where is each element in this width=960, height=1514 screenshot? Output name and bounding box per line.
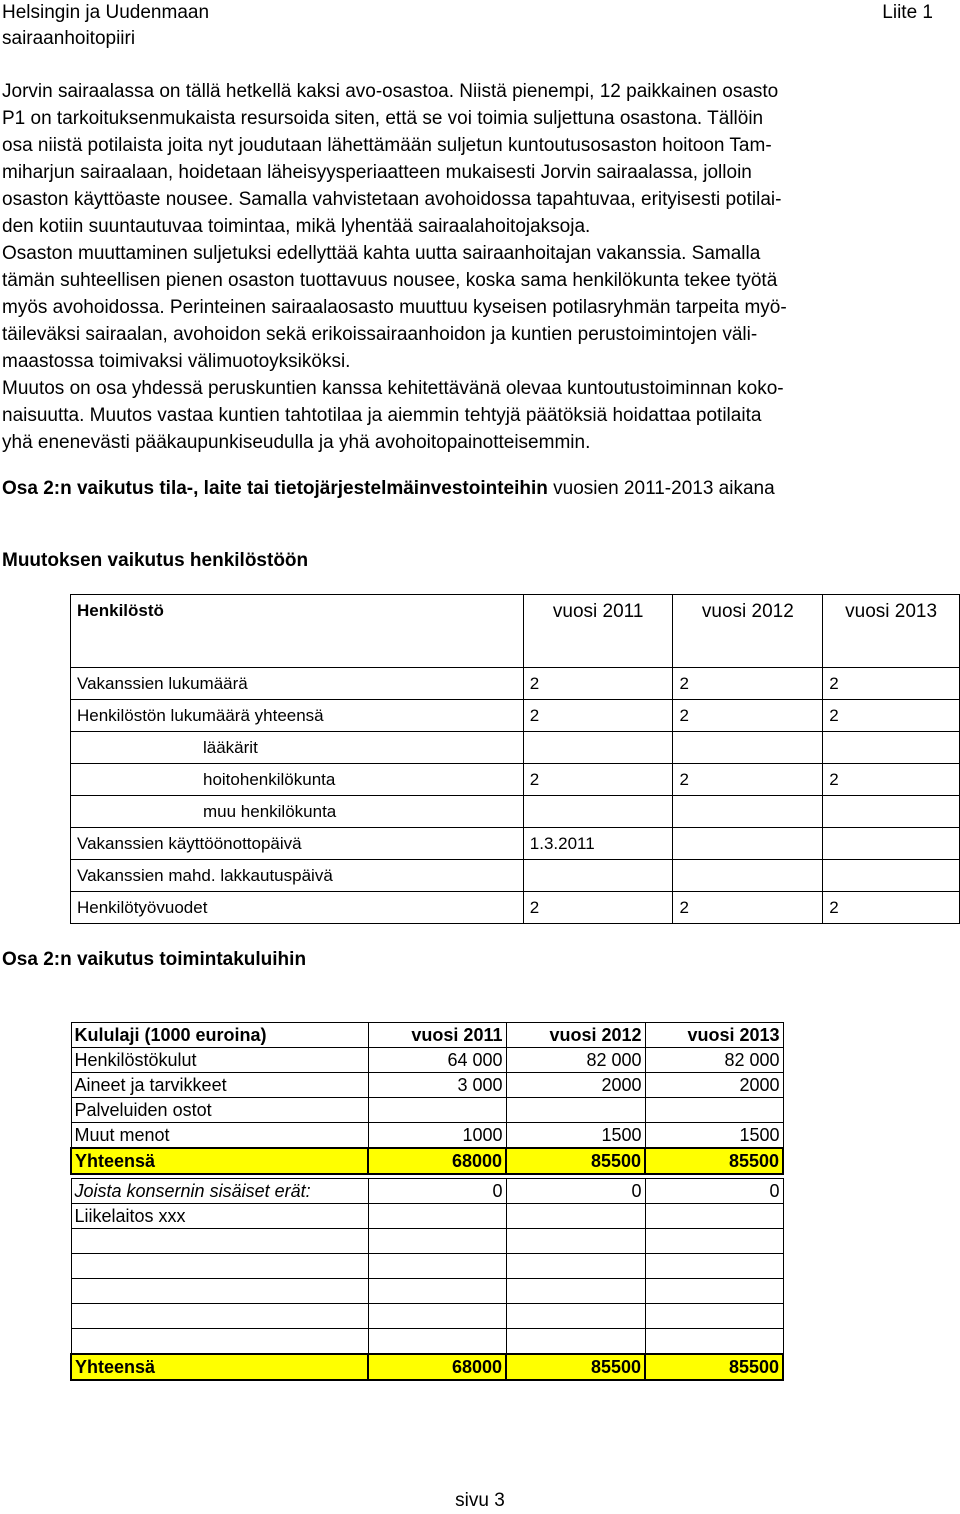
cost-cell: 1500 bbox=[506, 1123, 645, 1149]
cost-cell bbox=[71, 1254, 368, 1279]
cost-cell: 85500 bbox=[645, 1148, 783, 1174]
personnel-label-cell: muu henkilökunta bbox=[71, 796, 524, 828]
cost-cell: 0 bbox=[368, 1179, 506, 1204]
cost-cell bbox=[506, 1098, 645, 1123]
cost-cell: 85500 bbox=[645, 1354, 783, 1380]
cost-cell: Palveluiden ostot bbox=[71, 1098, 368, 1123]
cost-cell: Liikelaitos xxx bbox=[71, 1204, 368, 1229]
cost-internal-item-row bbox=[71, 1329, 783, 1355]
personnel-value-cell: 2 bbox=[673, 700, 823, 732]
body-line: Osaston muuttaminen suljetuksi edellyttää kahta uutta sairaanhoitajan vakanssia. Samalla bbox=[2, 243, 761, 264]
cost-header-row bbox=[71, 1023, 783, 1048]
body-line: täileväksi sairaalan, avohoidon sekä erikoissairaanhoidon ja kuntien perustoimintojen väli- bbox=[2, 324, 758, 345]
cost-cell: 2000 bbox=[645, 1073, 783, 1098]
personnel-header-cell: vuosi 2012 bbox=[673, 595, 823, 668]
personnel-value-cell bbox=[673, 732, 823, 764]
body-line: osaston käyttöaste nousee. Samalla vahvistetaan avohoidossa tapahtuvaa, erityisesti potilai- bbox=[2, 189, 782, 210]
section-costs-title: Osa 2:n vaikutus toimintakuluihin bbox=[2, 949, 307, 970]
personnel-value-cell: 2 bbox=[823, 764, 960, 796]
cost-cell: 64 000 bbox=[368, 1048, 506, 1073]
cost-cell: 82 000 bbox=[645, 1048, 783, 1073]
cost-cell: Joista konsernin sisäiset erät: bbox=[71, 1179, 368, 1204]
page-number: sivu 3 bbox=[455, 1490, 505, 1511]
personnel-value-cell: 1.3.2011 bbox=[523, 828, 673, 860]
personnel-row bbox=[71, 860, 960, 892]
cost-cell bbox=[368, 1254, 506, 1279]
cost-cell: 82 000 bbox=[506, 1048, 645, 1073]
cost-cell bbox=[71, 1329, 368, 1355]
cost-cell bbox=[645, 1304, 783, 1329]
personnel-label-cell: Vakanssien lukumäärä bbox=[71, 668, 524, 700]
personnel-value-cell: 2 bbox=[523, 892, 673, 924]
cost-cell: 1500 bbox=[645, 1123, 783, 1149]
body-line: naisuutta. Muutos vastaa kuntien tahtotilaa ja aiemmin tehtyjä päätöksiä hoidattaa potilaita bbox=[2, 405, 762, 426]
personnel-value-cell: 2 bbox=[523, 668, 673, 700]
personnel-value-cell bbox=[673, 796, 823, 828]
cost-row bbox=[71, 1073, 783, 1098]
cost-cell bbox=[71, 1279, 368, 1304]
cost-cell bbox=[645, 1229, 783, 1254]
body-line: osa niistä potilaista joita nyt joudutaan lähettämään suljetun kuntoutusosaston hoitoon Tam- bbox=[2, 135, 772, 156]
cost-cell bbox=[645, 1204, 783, 1229]
personnel-value-cell bbox=[673, 828, 823, 860]
cost-cell: Yhteensä bbox=[71, 1148, 368, 1174]
cost-cell: vuosi 2011 bbox=[368, 1023, 506, 1048]
cost-cell: vuosi 2013 bbox=[645, 1023, 783, 1048]
body-line: miharjun sairaalaan, hoidetaan läheisyysperiaatteen mukaisesti Jorvin sairaalassa, jolloin bbox=[2, 162, 752, 183]
personnel-value-cell: 2 bbox=[673, 668, 823, 700]
organization-name bbox=[2, 0, 209, 52]
personnel-row bbox=[71, 764, 960, 796]
cost-cell: Kululaji (1000 euroina) bbox=[71, 1023, 368, 1048]
section-investments-title bbox=[2, 476, 775, 502]
cost-cell bbox=[645, 1329, 783, 1355]
personnel-value-cell: 2 bbox=[673, 764, 823, 796]
personnel-value-cell bbox=[823, 828, 960, 860]
cost-total-row bbox=[71, 1354, 783, 1380]
personnel-value-cell bbox=[523, 796, 673, 828]
cost-cell: 85500 bbox=[506, 1354, 645, 1380]
body-paragraph bbox=[2, 78, 952, 456]
costs-table bbox=[70, 1022, 784, 1381]
cost-cell bbox=[368, 1329, 506, 1355]
section-personnel-title: Muutoksen vaikutus henkilöstöön bbox=[2, 550, 309, 571]
cost-cell: 68000 bbox=[368, 1354, 506, 1380]
cost-cell: Yhteensä bbox=[71, 1354, 368, 1380]
cost-cell bbox=[368, 1279, 506, 1304]
body-line: yhä enenevästi pääkaupunkiseudulla ja yhä avohoitopainotteisemmin. bbox=[2, 432, 591, 453]
cost-cell bbox=[506, 1304, 645, 1329]
personnel-value-cell bbox=[823, 860, 960, 892]
personnel-value-cell: 2 bbox=[523, 764, 673, 796]
personnel-value-cell: 2 bbox=[823, 892, 960, 924]
personnel-row bbox=[71, 828, 960, 860]
cost-cell: 0 bbox=[506, 1179, 645, 1204]
body-line: Muutos on osa yhdessä peruskuntien kanssa kehitettävänä olevaa kuntoutustoiminnan koko- bbox=[2, 378, 784, 399]
cost-cell: 2000 bbox=[506, 1073, 645, 1098]
attachment-label: Liite 1 bbox=[882, 2, 933, 23]
cost-internal-item-row bbox=[71, 1204, 783, 1229]
personnel-label-cell: lääkärit bbox=[71, 732, 524, 764]
cost-row bbox=[71, 1098, 783, 1123]
cost-internal-item-row bbox=[71, 1304, 783, 1329]
body-line: Jorvin sairaalassa on tällä hetkellä kaksi avo-osastoa. Niistä pienempi, 12 paikkainen osasto bbox=[2, 81, 779, 102]
cost-cell: vuosi 2012 bbox=[506, 1023, 645, 1048]
cost-row bbox=[71, 1048, 783, 1073]
personnel-label-cell: Vakanssien mahd. lakkautuspäivä bbox=[71, 860, 524, 892]
cost-total-row bbox=[71, 1148, 783, 1174]
personnel-value-cell: 2 bbox=[823, 668, 960, 700]
personnel-value-cell bbox=[823, 732, 960, 764]
cost-cell: Henkilöstökulut bbox=[71, 1048, 368, 1073]
cost-cell bbox=[506, 1204, 645, 1229]
cost-cell bbox=[368, 1204, 506, 1229]
cost-cell bbox=[506, 1229, 645, 1254]
personnel-header-cell: vuosi 2011 bbox=[523, 595, 673, 668]
personnel-value-cell: 2 bbox=[523, 700, 673, 732]
personnel-label-cell: Vakanssien käyttöönottopäivä bbox=[71, 828, 524, 860]
cost-cell bbox=[506, 1279, 645, 1304]
personnel-label-cell: hoitohenkilökunta bbox=[71, 764, 524, 796]
personnel-row bbox=[71, 668, 960, 700]
personnel-value-cell bbox=[523, 732, 673, 764]
cost-cell bbox=[645, 1098, 783, 1123]
cost-cell: 0 bbox=[645, 1179, 783, 1204]
personnel-row bbox=[71, 796, 960, 828]
cost-cell bbox=[368, 1304, 506, 1329]
cost-cell bbox=[506, 1329, 645, 1355]
cost-cell bbox=[645, 1254, 783, 1279]
cost-cell bbox=[645, 1279, 783, 1304]
personnel-value-cell bbox=[823, 796, 960, 828]
personnel-value-cell: 2 bbox=[673, 892, 823, 924]
cost-cell bbox=[71, 1304, 368, 1329]
personnel-value-cell bbox=[523, 860, 673, 892]
personnel-label-cell: Henkilöstön lukumäärä yhteensä bbox=[71, 700, 524, 732]
body-line: P1 on tarkoituksenmukaista resursoida siten, että se voi toimia suljettuna osastona. Tällöin bbox=[2, 108, 764, 129]
org-line-2: sairaanhoitopiiri bbox=[2, 28, 136, 49]
body-line: den kotiin suuntautuvaa toimintaa, mikä lyhentää sairaalahoitojaksoja. bbox=[2, 216, 591, 237]
cost-internal-item-row bbox=[71, 1254, 783, 1279]
cost-internal-item-row bbox=[71, 1279, 783, 1304]
personnel-value-cell bbox=[673, 860, 823, 892]
body-line: tämän suhteellisen pienen osaston tuottavuus nousee, koska sama henkilökunta tekee työtä bbox=[2, 270, 778, 291]
section-investments-normal: vuosien 2011-2013 aikana bbox=[547, 478, 775, 499]
cost-internal-row bbox=[71, 1179, 783, 1204]
personnel-header-cell: vuosi 2013 bbox=[823, 595, 960, 668]
personnel-table bbox=[70, 594, 960, 924]
personnel-row bbox=[71, 732, 960, 764]
personnel-row bbox=[71, 700, 960, 732]
personnel-value-cell: 2 bbox=[823, 700, 960, 732]
cost-cell: 68000 bbox=[368, 1148, 506, 1174]
cost-cell: Aineet ja tarvikkeet bbox=[71, 1073, 368, 1098]
cost-cell: 1000 bbox=[368, 1123, 506, 1149]
cost-row bbox=[71, 1123, 783, 1149]
cost-cell bbox=[506, 1254, 645, 1279]
section-investments-bold: Osa 2:n vaikutus tila-, laite tai tietojärjestelmäinvestointeihin bbox=[2, 478, 548, 499]
body-line: myös avohoidossa. Perinteinen sairaalaosasto muuttuu kyseisen potilasryhmän tarpeita myö- bbox=[2, 297, 787, 318]
cost-cell bbox=[368, 1098, 506, 1123]
personnel-label-cell: Henkilötyövuodet bbox=[71, 892, 524, 924]
personnel-header-cell: Henkilöstö bbox=[71, 595, 524, 668]
cost-cell: 3 000 bbox=[368, 1073, 506, 1098]
body-line: maastossa toimivaksi välimuotoyksiköksi. bbox=[2, 351, 351, 372]
cost-cell bbox=[71, 1229, 368, 1254]
org-line-1: Helsingin ja Uudenmaan bbox=[2, 2, 210, 23]
cost-cell: Muut menot bbox=[71, 1123, 368, 1149]
cost-internal-item-row bbox=[71, 1229, 783, 1254]
cost-cell bbox=[368, 1229, 506, 1254]
personnel-row bbox=[71, 892, 960, 924]
cost-cell: 85500 bbox=[506, 1148, 645, 1174]
personnel-header-row bbox=[71, 595, 960, 668]
